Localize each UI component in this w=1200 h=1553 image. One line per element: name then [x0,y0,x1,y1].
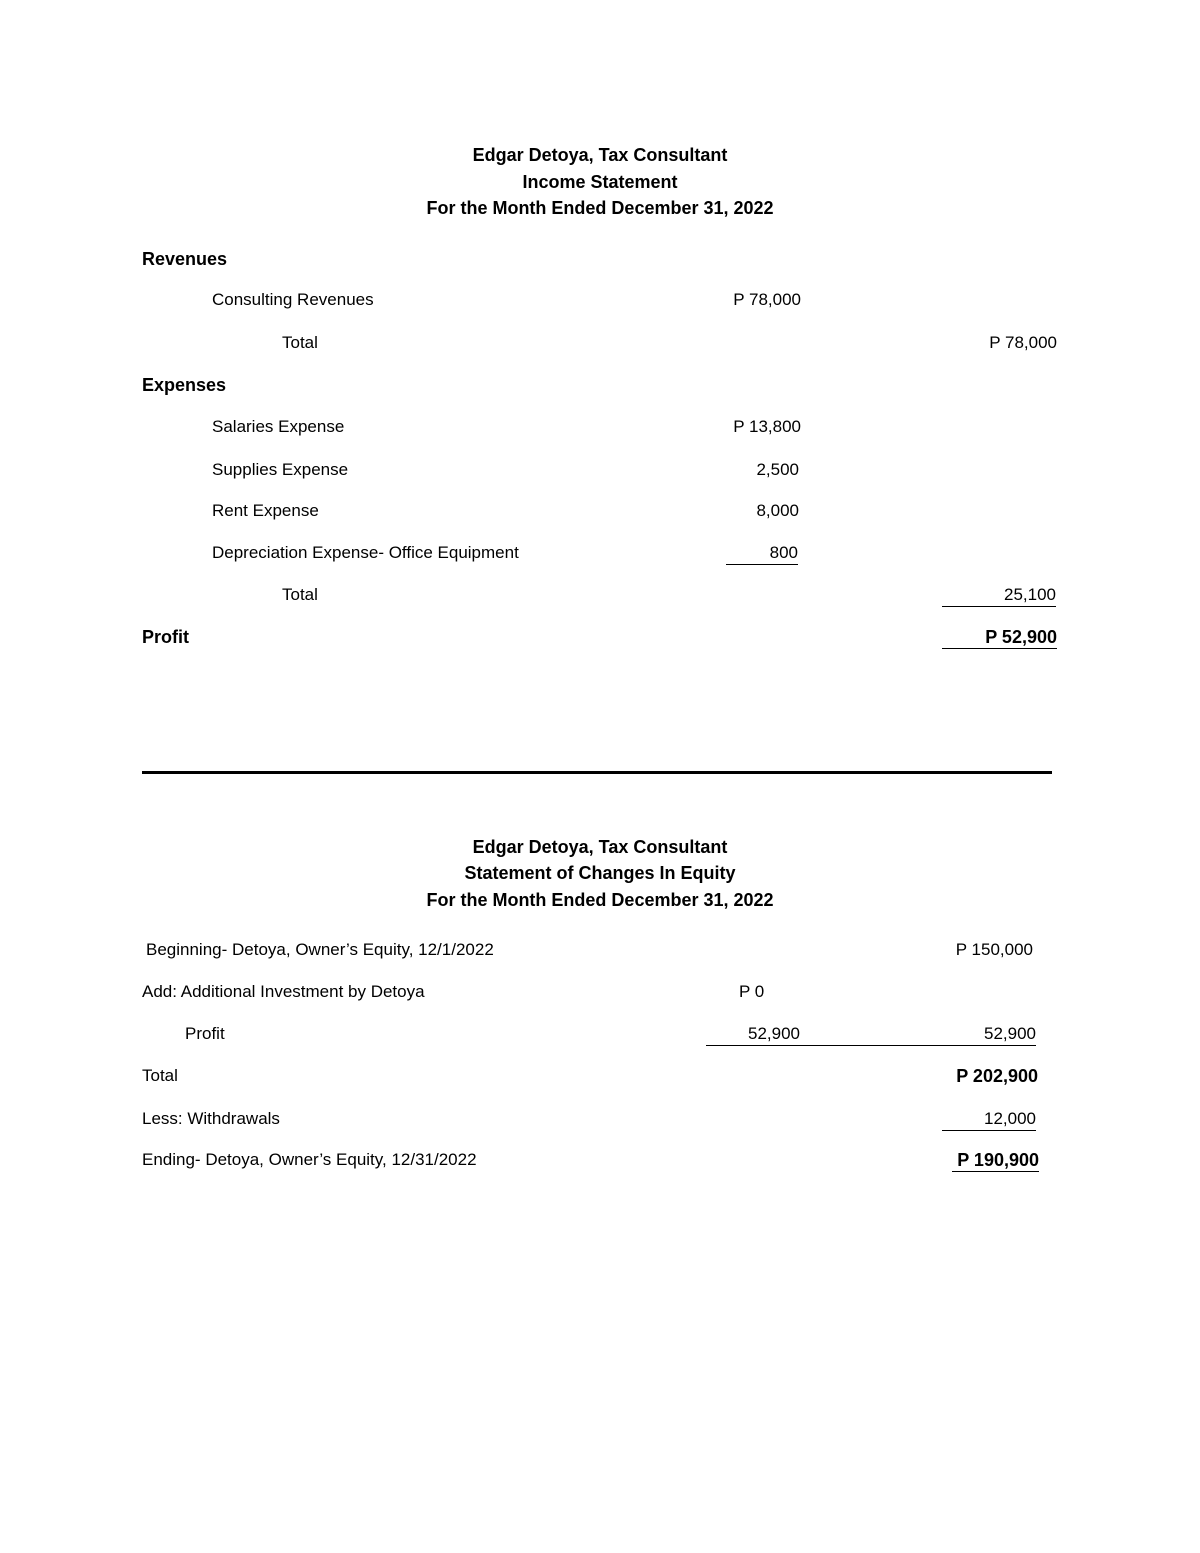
expense-amount-salaries: P 13,800 [733,417,801,436]
equity-total-label: Total [142,1066,178,1085]
income-period: For the Month Ended December 31, 2022 [426,198,774,218]
equity-statement-title: Statement of Changes In Equity [464,863,736,883]
equity-profit-label: Profit [185,1024,225,1043]
section-divider [142,771,1052,774]
profit-label: Profit [142,627,189,647]
equity-total-amount: P 202,900 [956,1066,1038,1086]
expenses-total-amount: 25,100 [942,584,1056,607]
revenues-heading: Revenues [142,249,228,269]
expense-label-depreciation: Depreciation Expense- Office Equipment [212,543,519,562]
equity-period: For the Month Ended December 31, 2022 [426,890,774,910]
revenues-total-amount: P 78,000 [989,333,1057,352]
additional-investment-amount: P 0 [739,982,765,1001]
expense-amount-rent: 8,000 [756,501,799,520]
withdrawals-amount: 12,000 [942,1108,1036,1131]
equity-profit-inner-amount: 52,900 [706,1023,800,1046]
income-statement-title: Income Statement [522,172,678,192]
beginning-equity-label: Beginning- Detoya, Owner’s Equity, 12/1/2022 [146,940,494,959]
profit-amount: P 52,900 [942,626,1057,649]
additional-investment-label: Add: Additional Investment by Detoya [142,982,425,1001]
withdrawals-label: Less: Withdrawals [142,1109,280,1128]
expense-amount-supplies: 2,500 [756,460,799,479]
equity-company-name: Edgar Detoya, Tax Consultant [472,837,728,857]
revenue-label: Consulting Revenues [212,290,374,309]
income-company-name: Edgar Detoya, Tax Consultant [472,145,728,165]
beginning-equity-amount: P 150,000 [955,940,1033,959]
ending-equity-amount: P 190,900 [952,1149,1039,1172]
revenue-amount: P 78,000 [733,290,801,309]
expenses-total-label: Total [282,585,318,604]
expense-label-salaries: Salaries Expense [212,417,345,436]
expense-amount-depreciation: 800 [726,542,798,565]
expense-label-supplies: Supplies Expense [212,460,349,479]
equity-profit-outer-amount: 52,900 [800,1023,1036,1046]
expenses-heading: Expenses [142,375,227,395]
expense-label-rent: Rent Expense [212,501,319,520]
ending-equity-label: Ending- Detoya, Owner’s Equity, 12/31/2022 [142,1150,477,1169]
revenues-total-label: Total [282,333,318,352]
